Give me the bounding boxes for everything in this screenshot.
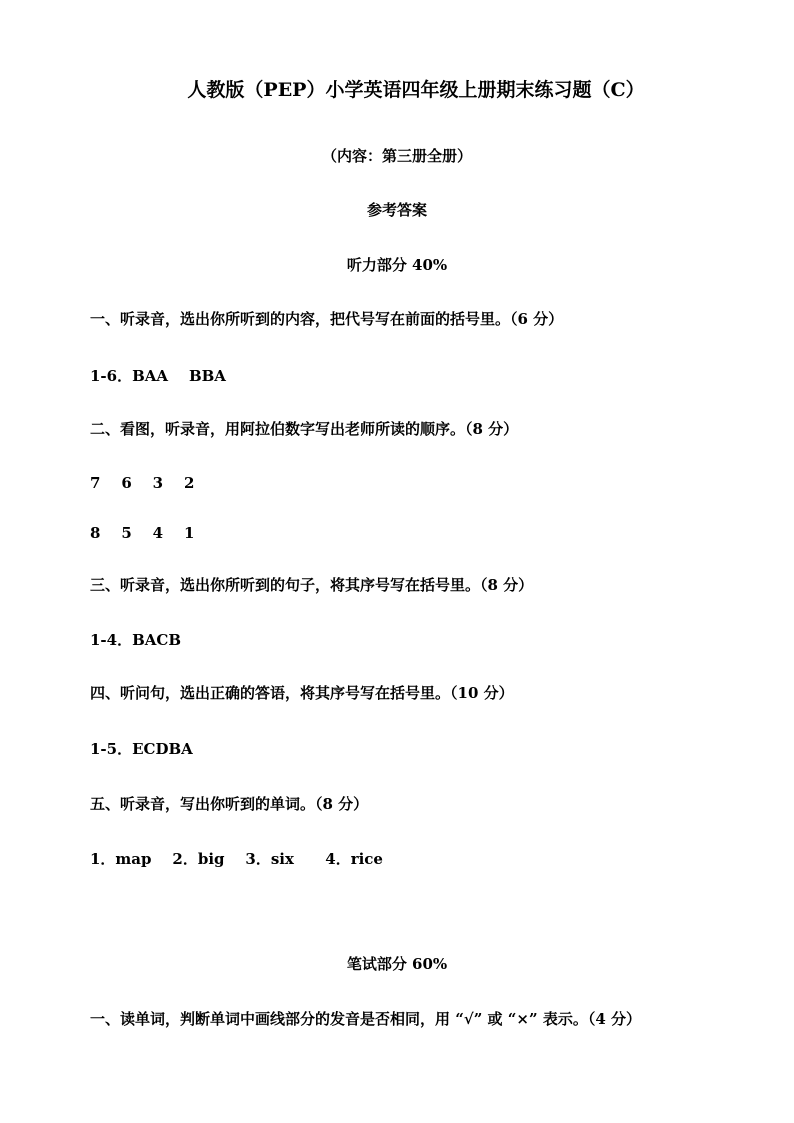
listening-heading: 听力部分 40%	[346, 256, 448, 274]
section-1-answer: 1-6．BAA BBA	[90, 367, 226, 385]
section-5-answer: 1．map 2．big 3．six 4．rice	[90, 850, 383, 868]
writing-heading: 笔试部分 60%	[346, 955, 448, 973]
section-3-answer: 1-4．BACB	[90, 631, 182, 649]
document-title: 人教版（PEP）小学英语四年级上册期末练习题（C）	[187, 79, 645, 101]
answer-heading: 参考答案	[366, 201, 427, 219]
document-subtitle: （内容：第三册全册）	[321, 147, 472, 165]
section-5-heading: 五、听录音，写出你听到的单词。（8 分）	[90, 795, 369, 813]
section-2-answer-row-2: 8 5 4 1	[90, 524, 195, 542]
section-2-answer-row-1: 7 6 3 2	[90, 474, 195, 492]
section-1-heading: 一、听录音，选出你所听到的内容，把代号写在前面的括号里。（6 分）	[90, 310, 564, 328]
section-3-heading: 三、听录音，选出你所听到的句子，将其序号写在括号里。（8 分）	[90, 576, 534, 594]
section-4-heading: 四、听问句，选出正确的答语，将其序号写在括号里。（10 分）	[90, 684, 514, 702]
writing-section-1-heading: 一、读单词，判断单词中画线部分的发音是否相同，用 “√” 或 “×” 表示。（4 分）	[90, 1010, 641, 1028]
section-2-heading: 二、看图，听录音，用阿拉伯数字写出老师所读的顺序。（8 分）	[90, 420, 519, 438]
section-4-answer: 1-5．ECDBA	[90, 740, 193, 758]
